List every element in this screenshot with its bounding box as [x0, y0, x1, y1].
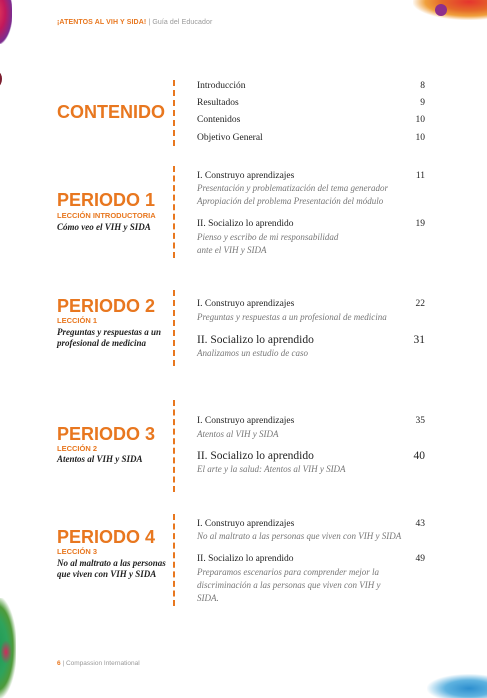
toc-item-description: Apropiación del problema Presentación del módulo: [197, 196, 384, 206]
toc-item[interactable]: [197, 298, 425, 310]
header-brand: ¡ATENTOS AL VIH Y SIDA!: [57, 19, 147, 26]
toc-item-page: 11: [415, 171, 425, 181]
toc-item[interactable]: [197, 553, 425, 565]
toc-item[interactable]: [197, 415, 425, 427]
footer-org: Compassion International: [65, 660, 140, 667]
running-header: [57, 19, 212, 26]
period-title: PERIODO 1: [57, 190, 156, 210]
lesson-label: LECCIÓN 1: [57, 316, 98, 325]
lesson-label: LECCIÓN INTRODUCTORIA: [57, 211, 156, 220]
toc-item-page: 22: [415, 299, 425, 309]
toc-item-page: 35: [415, 416, 425, 426]
header-guide: Guía del Educador: [152, 19, 213, 26]
toc-item[interactable]: [197, 80, 425, 92]
toc-item-page: 31: [413, 334, 425, 346]
toc-item[interactable]: [197, 333, 425, 347]
toc-item-page: 19: [415, 219, 425, 229]
section-divider: [173, 400, 177, 492]
toc-item[interactable]: [197, 114, 425, 126]
toc-item-label: I. Construyo aprendizajes: [197, 171, 295, 181]
paint-dot-bottom-left: [0, 640, 12, 664]
lesson-label: LECCIÓN 2: [57, 444, 98, 453]
page-footer: [57, 660, 140, 667]
toc-item-description: Presentación y problematización del tema generador: [197, 183, 389, 193]
lesson-title: Atentos al VIH y SIDA: [57, 454, 143, 464]
toc-item[interactable]: [197, 218, 425, 230]
lesson-title: Cómo veo el VIH y SIDA: [57, 222, 151, 232]
paint-splash-top-right: [413, 0, 487, 20]
toc-item-page: 10: [415, 115, 425, 125]
toc-item[interactable]: [197, 97, 425, 109]
section-divider: [173, 80, 177, 146]
paint-dot-top-right: [435, 4, 447, 16]
toc-item-label: Contenidos: [197, 115, 241, 125]
toc-item-label: Resultados: [197, 98, 239, 108]
toc-item-label: Objetivo General: [197, 133, 263, 143]
toc-item-page: 40: [413, 450, 425, 462]
section-divider: [173, 290, 177, 366]
toc-item-label: I. Construyo aprendizajes: [197, 519, 295, 529]
toc-item-description: Analizamos un estudio de caso: [197, 348, 308, 358]
toc-item-page: 43: [415, 519, 425, 529]
toc-item-label: II. Socializo lo aprendido: [197, 450, 314, 462]
toc-item-page: 49: [415, 554, 425, 564]
paint-dot-left: [0, 72, 2, 86]
toc-item-label: I. Construyo aprendizajes: [197, 416, 295, 426]
toc-item-description: ante el VIH y SIDA: [197, 245, 267, 255]
period-title: PERIODO 2: [57, 296, 156, 316]
toc-item-description: discriminación a las personas que viven con VIH y: [197, 580, 381, 590]
toc-item-description: Atentos al VIH y SIDA: [197, 429, 279, 439]
toc-item-label: II. Socializo lo aprendido: [197, 219, 294, 229]
section-divider: [173, 514, 177, 606]
toc-item[interactable]: [197, 170, 425, 182]
lesson-label: LECCIÓN 3: [57, 547, 98, 556]
toc-item-page: 8: [420, 81, 425, 91]
toc-item[interactable]: [197, 132, 425, 144]
paint-splash-bottom-right: [427, 674, 487, 698]
toc-item-label: II. Socializo lo aprendido: [197, 334, 314, 346]
toc-item-label: II. Socializo lo aprendido: [197, 554, 294, 564]
toc-item-description: Preguntas y respuestas a un profesional de medicina: [197, 312, 387, 322]
lesson-title: Preguntas y respuestas a un profesional de medicina: [57, 327, 162, 348]
period-title: PERIODO 4: [57, 527, 156, 547]
toc-item-label: Introducción: [197, 81, 246, 91]
section-divider: [173, 166, 177, 258]
toc-item-description: El arte y la salud: Atentos al VIH y SIDA: [197, 464, 346, 474]
paint-splash-top-left: [0, 0, 12, 44]
toc-item-description: SIDA.: [197, 593, 219, 603]
toc-item-description: Preparamos escenarios para comprender mejor la: [197, 567, 380, 577]
toc-item-description: Pienso y escribo de mi responsabilidad: [197, 232, 339, 242]
toc-item-page: 9: [420, 98, 425, 108]
toc-item-description: No al maltrato a las personas que viven con VIH y SIDA: [197, 531, 402, 541]
toc-item-label: I. Construyo aprendizajes: [197, 299, 295, 309]
footer-separator: |: [62, 660, 65, 667]
toc-item[interactable]: [197, 449, 425, 463]
toc-item-page: 10: [415, 133, 425, 143]
period-title: PERIODO 3: [57, 424, 156, 444]
page-number: 6: [57, 660, 61, 667]
header-separator: |: [148, 19, 151, 26]
toc-item[interactable]: [197, 518, 425, 530]
lesson-title: No al maltrato a las personas que viven con VIH y SIDA: [57, 558, 166, 579]
contents-title: CONTENIDO: [57, 102, 165, 122]
